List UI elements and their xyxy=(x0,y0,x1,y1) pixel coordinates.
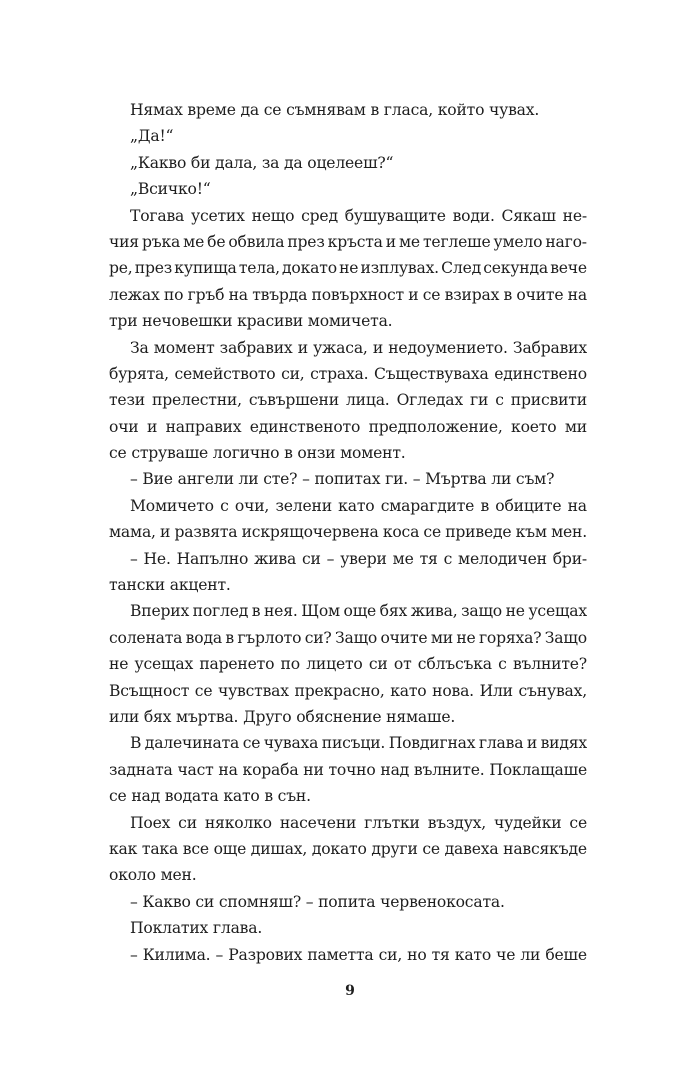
text-line: – Вие ангели ли сте? – попитах ги. – Мъртва ли съм? xyxy=(130,470,555,489)
text-line: Поклатих глава. xyxy=(130,919,263,938)
text-line: Поех си няколко насечени глътки въздух, чудейки се xyxy=(130,813,587,832)
text-line: ре, през купища тела, докато не изплувах. След секунда вече xyxy=(109,259,587,278)
page-number: 9 xyxy=(345,983,355,999)
text-line: или бях мъртва. Друго обяснение нямаше. xyxy=(109,707,456,726)
text-line: Нямах време да се съмнявам в гласа, който чувах. xyxy=(130,101,540,119)
text-line: Момичето с очи, зелени като смарагдите в обиците на xyxy=(130,496,587,515)
text-line: В далечината се чуваха писъци. Повдигнах глава и видях xyxy=(130,734,587,753)
body-text xyxy=(109,97,587,968)
text-line: три нечовешки красиви момичета. xyxy=(109,312,393,331)
text-line: очи и направих единственото предположение, което ми xyxy=(109,417,587,436)
text-line: лежах по гръб на твърда повърхност и се взирах в очите на xyxy=(109,285,587,304)
text-line: Тогава усетих нещо сред бушуващите води. Сякаш не- xyxy=(130,206,587,225)
text-line: мама, и развята искрящочервена коса се приведе към мен. xyxy=(109,523,587,542)
text-line: се струваше логично в онзи момент. xyxy=(109,444,406,463)
text-line: – Какво си спомняш? – попита червенокосата. xyxy=(130,892,505,911)
text-line: – Не. Напълно жива си – увери ме тя с мелодичен бри- xyxy=(130,549,587,568)
text-line: Всъщност се чувствах прекрасно, като нова. Или сънувах, xyxy=(109,681,587,700)
text-line: задната част на кораба ни точно над вълните. Поклащаше xyxy=(109,760,587,779)
text-line: тански акцент. xyxy=(109,576,231,595)
text-line: тези прелестни, съвършени лица. Огледах ги с присвити xyxy=(109,391,587,410)
text-line: – Килима. – Разрових паметта си, но тя като че ли беше xyxy=(130,945,587,964)
text-line: За момент забравих и ужаса, и недоумението. Забравих xyxy=(130,338,587,357)
text-line: „Да!“ xyxy=(130,127,174,146)
text-line: чия ръка ме бе обвила през кръста и ме теглеше умело наго- xyxy=(109,232,587,251)
text-line: солената вода в гърлото си? Защо очите ми не горяха? Защо xyxy=(109,628,587,647)
text-line: около мен. xyxy=(109,866,197,885)
text-line: бурята, семейството си, страха. Съществуваха единствено xyxy=(109,364,587,383)
text-line: се над водата като в сън. xyxy=(109,787,311,806)
text-line: „Какво би дала, за да оцелееш?“ xyxy=(130,153,394,172)
text-line: Вперих поглед в нея. Щом още бях жива, защо не усещах xyxy=(130,602,587,621)
text-line: не усещах паренето по лицето си от сблъсъка с вълните? xyxy=(109,655,587,674)
text-line: как така все още дишах, докато други се давеха навсякъде xyxy=(109,839,587,858)
text-line: „Всичко!“ xyxy=(130,180,211,199)
